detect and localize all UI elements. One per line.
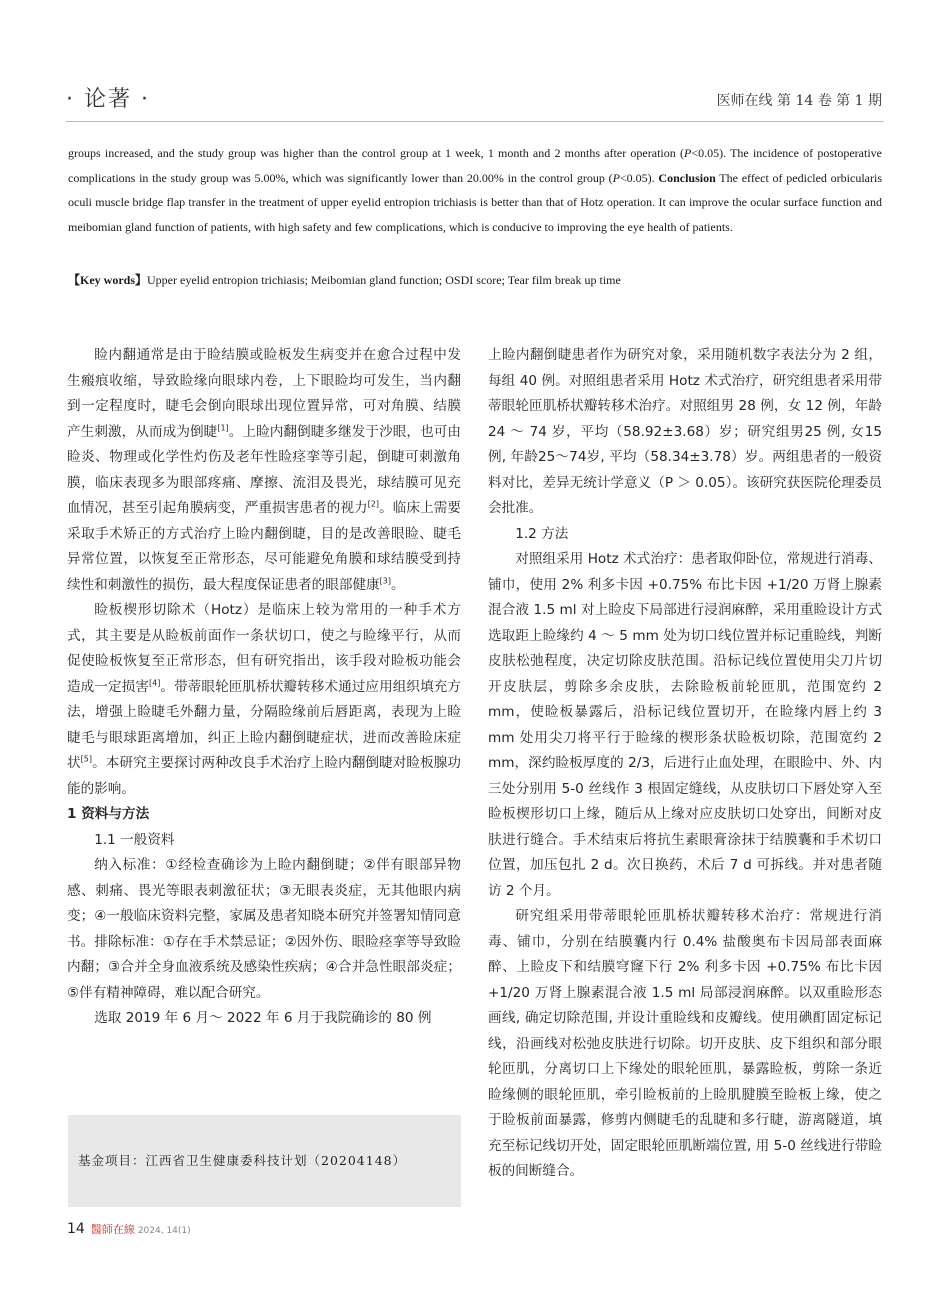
section-heading: 1 资料与方法 bbox=[67, 806, 150, 822]
keywords bbox=[68, 271, 882, 289]
page-number: 14 bbox=[67, 1221, 85, 1237]
funding-text: 基金项目：江西省卫生健康委科技计划（20204148） bbox=[78, 1153, 407, 1168]
header-divider bbox=[66, 121, 884, 122]
citation: [3] bbox=[379, 575, 391, 585]
paragraph: 上睑内翻倒睫患者作为研究对象，采用随机数字表法分为 2 组，每组 40 例。对照组患者采用 Hotz 术式治疗，研究组患者采用带蒂眼轮匝肌桥状瓣转移术治疗。对照组男 28 例，女 12 例，年龄 24 ～ 74 岁，平均（58.92±3.68）岁；研究组男25 例, 女15例, 年龄25～74岁, 平均（58.34±3.78）岁。两组患者的一般资料对比，差异无统计学意义（P ＞ 0.05）。该研究获医院伦理委员会批准。 bbox=[488, 347, 882, 516]
journal-logo: 醫師在線 bbox=[90, 1223, 135, 1236]
page-footer bbox=[67, 1221, 191, 1237]
right-column bbox=[488, 343, 882, 1185]
abstract-continuation bbox=[68, 141, 882, 239]
paragraph: 睑内翻通常是由于睑结膜或睑板发生病变并在愈合过程中发生瘢痕收缩，导致睑缘向眼球内卷，上下眼睑均可发生，当内翻到一定程度时，睫毛会倒向眼球出现位置异常，可对角膜、结膜产生刺激，从而成为倒睫[1]。上睑内翻倒睫多继发于沙眼，也可由睑炎、物理或化学性灼伤及老年性睑痉挛等引起，倒睫可刺激角膜，临床表现多为眼部疼痛、摩擦、流泪及畏光，球结膜可见充血情况，甚至引起角膜病变，严重损害患者的视力[2]。临床上需要采取手术矫正的方式治疗上睑内翻倒睫，目的是改善眼睑、睫毛异常位置，以恢复至正常形态，尽可能避免角膜和球结膜受到持续性和刺激性的损伤，最大程度保证患者的眼部健康[3]。 bbox=[67, 347, 462, 593]
keywords-label: 【Key words】 bbox=[68, 273, 147, 287]
left-column bbox=[67, 343, 461, 1032]
paragraph: 研究组采用带蒂眼轮匝肌桥状瓣转移术治疗：常规进行消毒、铺巾，分别在结膜囊内行 0.4% 盐酸奥布卡因局部表面麻醉、上睑皮下和结膜穹窿下行 2% 利多卡因 +0.75% 布比卡因 +1/20 万肾上腺素混合液 1.5 ml 局部浸润麻醉。以双重睑形态画线, 确定切除范围, 并设计重睑线和皮瓣线。使用碘酊固定标记线，沿画线对松弛皮肤进行切除。切开皮肤、皮下组织和部分眼轮匝肌，分离切口上下缘处的眼轮匝肌，暴露睑板，剪除一条近睑缘侧的眼轮匝肌，牵引睑板前的上睑肌腱膜至睑板上缘，使之于睑板前面暴露，修剪内侧睫毛的乱睫和多行睫，游离隧道，填充至标记线切开处，固定眼轮匝肌断端位置, 用 5-0 丝线进行带睑板的间断缝合。 bbox=[488, 908, 882, 1179]
p-value-label: P bbox=[683, 146, 692, 160]
citation: [1] bbox=[217, 422, 229, 432]
keywords-text: Upper eyelid entropion trichiasis; Meibomian gland function; OSDI score; Tear film break up time bbox=[147, 273, 621, 287]
abstract-text: groups increased, and the study group was higher than the control group at 1 week, 1 month and 2 months after operation (P<0.05). The incidence of postoperative complications in the study group was 5.00%, which was significantly lower than 20.00% in the control group (P<0.05). Conclusion The effect of pedicled orbicularis oculi muscle bridge flap transfer in the treatment of upper eyelid entropion trichiasis is better than that of Hotz operation. It can improve the ocular surface function and meibomian gland function of patients, with high safety and few complications, which is conducive to improving the eye health of patients. bbox=[68, 146, 882, 234]
subsection-heading: 1.2 方法 bbox=[515, 525, 569, 542]
citation: [2] bbox=[367, 499, 380, 509]
section-label: · 论著 · bbox=[66, 87, 150, 112]
issue-info: 2024, 14(1) bbox=[137, 1226, 191, 1236]
funding-box bbox=[68, 1115, 461, 1207]
paragraph: 对照组采用 Hotz 术式治疗：患者取仰卧位，常规进行消毒、铺巾，使用 2% 利多卡因 +0.75% 布比卡因 +1/20 万肾上腺素混合液 1.5 ml 对上睑皮下局部进行浸润麻醉，采用重睑设计方式选取距上睑缘约 4 ～ 5 mm 处为切口线位置并标记重睑线，判断皮肤松弛程度，决定切除皮肤范围。沿标记线位置使用尖刀片切开皮肤层，剪除多余皮肤，去除睑板前轮匝肌，范围宽约 2 mm，使睑板暴露后，沿标记线位置切开，在睑缘内唇上约 3 mm 处用尖刀将平行于睑缘的楔形条状睑板切除，范围宽约 2 mm，深约睑板厚度的 2/3，后进行止血处理，在眼睑中、外、内三处分别用 5-0 丝线作 3 根固定缝线，从皮肤切口下唇处穿入至睑板楔形切口上缘，随后从上缘对应皮肤切口处穿出，间断对皮肤进行缝合。手术结束后将抗生素眼膏涂抹于结膜囊和手术切口位置，加压包扎 2 d。次日换药，术后 7 d 可拆线。并对患者随访 2 个月。 bbox=[488, 551, 882, 899]
paragraph: 选取 2019 年 6 月～ 2022 年 6 月于我院确诊的 80 例 bbox=[94, 1010, 432, 1026]
citation: [5] bbox=[80, 754, 93, 764]
citation: [4] bbox=[149, 677, 161, 687]
journal-info: 医师在线 第 14 卷 第 1 期 bbox=[716, 93, 882, 109]
conclusion-label: Conclusion bbox=[658, 170, 716, 185]
p-value-label: P bbox=[612, 170, 620, 185]
paragraph: 睑板楔形切除术（Hotz）是临床上较为常用的一种手术方式，其主要是从睑板前面作一条状切口，使之与睑缘平行，从而促使睑板恢复至正常形态，但有研究指出，该手段对睑板功能会造成一定损害[4]。带蒂眼轮匝肌桥状瓣转移术通过应用组织填充方法，增强上睑睫毛外翻力量，分隔睑缘前后唇距离，表现为上睑睫毛与眼球距离增加，纠正上睑内翻倒睫症状，进而改善睑床症状[5]。本研究主要探讨两种改良手术治疗上睑内翻倒睫对睑板腺功能的影响。 bbox=[67, 602, 462, 797]
paragraph: 纳入标准：①经检查确诊为上睑内翻倒睫；②伴有眼部异物感、刺痛、畏光等眼表刺激征状；③无眼表炎症，无其他眼内病变；④一般临床资料完整，家属及患者知晓本研究并签署知情同意书。排除标准：①存在手术禁忌证；②因外伤、眼睑痉挛等导致睑内翻；③合并全身血液系统及感染性疾病；④合并急性眼部炎症；⑤伴有精神障碍，难以配合研究。 bbox=[67, 857, 461, 1001]
subsection-heading: 1.1 一般资料 bbox=[94, 831, 175, 848]
